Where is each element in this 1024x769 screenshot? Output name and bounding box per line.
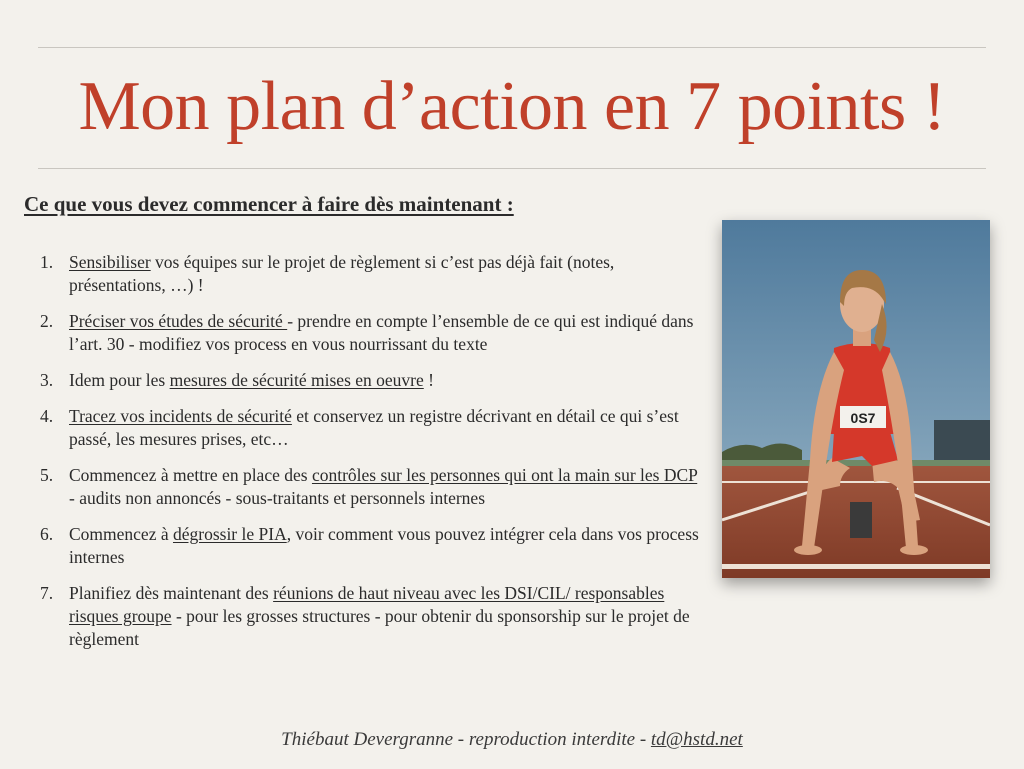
- item-number: 1.: [40, 252, 54, 272]
- list-item: [40, 464, 705, 510]
- footer-email-link[interactable]: td@hstd.net: [650, 729, 743, 750]
- item-number: 6.: [40, 524, 54, 544]
- slide-subtitle: Ce que vous devez commencer à faire dès maintenant :: [24, 192, 514, 216]
- item-prefix: Commencez à mettre en place des: [69, 465, 312, 485]
- title-divider: [38, 168, 986, 169]
- item-text: - pour les grosses structures - pour obtenir du sponsorship sur le projet de règlement: [69, 606, 690, 649]
- item-number: 5.: [40, 465, 54, 485]
- item-number: 2.: [40, 311, 54, 331]
- slide-title: Mon plan d’action en 7 points !: [78, 68, 946, 145]
- item-link[interactable]: mesures de sécurité mises en oeuvre: [169, 370, 424, 390]
- item-text: - audits non annoncés - sous-traitants et personnels internes: [69, 488, 486, 508]
- item-prefix: Commencez à: [69, 524, 173, 544]
- footer: [0, 729, 1024, 751]
- top-divider: [38, 47, 986, 48]
- list-item: [40, 310, 705, 356]
- item-link[interactable]: réunions de haut niveau avec les DSI/CIL/ responsables risques groupe: [69, 583, 665, 626]
- sprinter-illustration: [722, 220, 990, 578]
- item-link[interactable]: contrôles sur les personnes qui ont la main sur les DCP: [311, 465, 698, 485]
- item-number: 7.: [40, 583, 54, 603]
- action-list: [40, 251, 705, 664]
- bib-number: 0S7: [850, 410, 876, 426]
- item-prefix: Planifiez dès maintenant des: [69, 583, 274, 603]
- list-item: [40, 523, 705, 569]
- item-text: , voir comment vous pouvez intégrer cela dans vos process internes: [69, 524, 699, 567]
- item-number: 3.: [40, 370, 54, 390]
- item-link[interactable]: dégrossir le PIA: [172, 524, 287, 544]
- list-item: [40, 582, 705, 651]
- footer-credit: Thiébaut Devergranne - reproduction interdite -: [281, 729, 651, 750]
- item-text: !: [423, 370, 434, 390]
- item-prefix: Idem pour les: [69, 370, 170, 390]
- item-link[interactable]: Tracez vos incidents de sécurité: [69, 406, 292, 426]
- list-item: [40, 369, 705, 392]
- item-link[interactable]: Sensibiliser: [69, 252, 151, 272]
- list-item: [40, 251, 705, 297]
- item-text: - prendre en compte l’ensemble de ce qui est indiqué dans l’art. 30 - modifiez vos process en vous nourrissant du texte: [69, 311, 694, 354]
- item-number: 4.: [40, 406, 54, 426]
- item-link[interactable]: Préciser vos études de sécurité: [69, 311, 288, 331]
- list-item: [40, 405, 705, 451]
- item-text: et conservez un registre décrivant en détail ce qui s’est passé, les mesures prises, etc…: [69, 406, 679, 449]
- item-text: vos équipes sur le projet de règlement si c’est pas déjà fait (notes, présentations, …) !: [69, 252, 615, 295]
- sprinter-photo: [722, 220, 990, 578]
